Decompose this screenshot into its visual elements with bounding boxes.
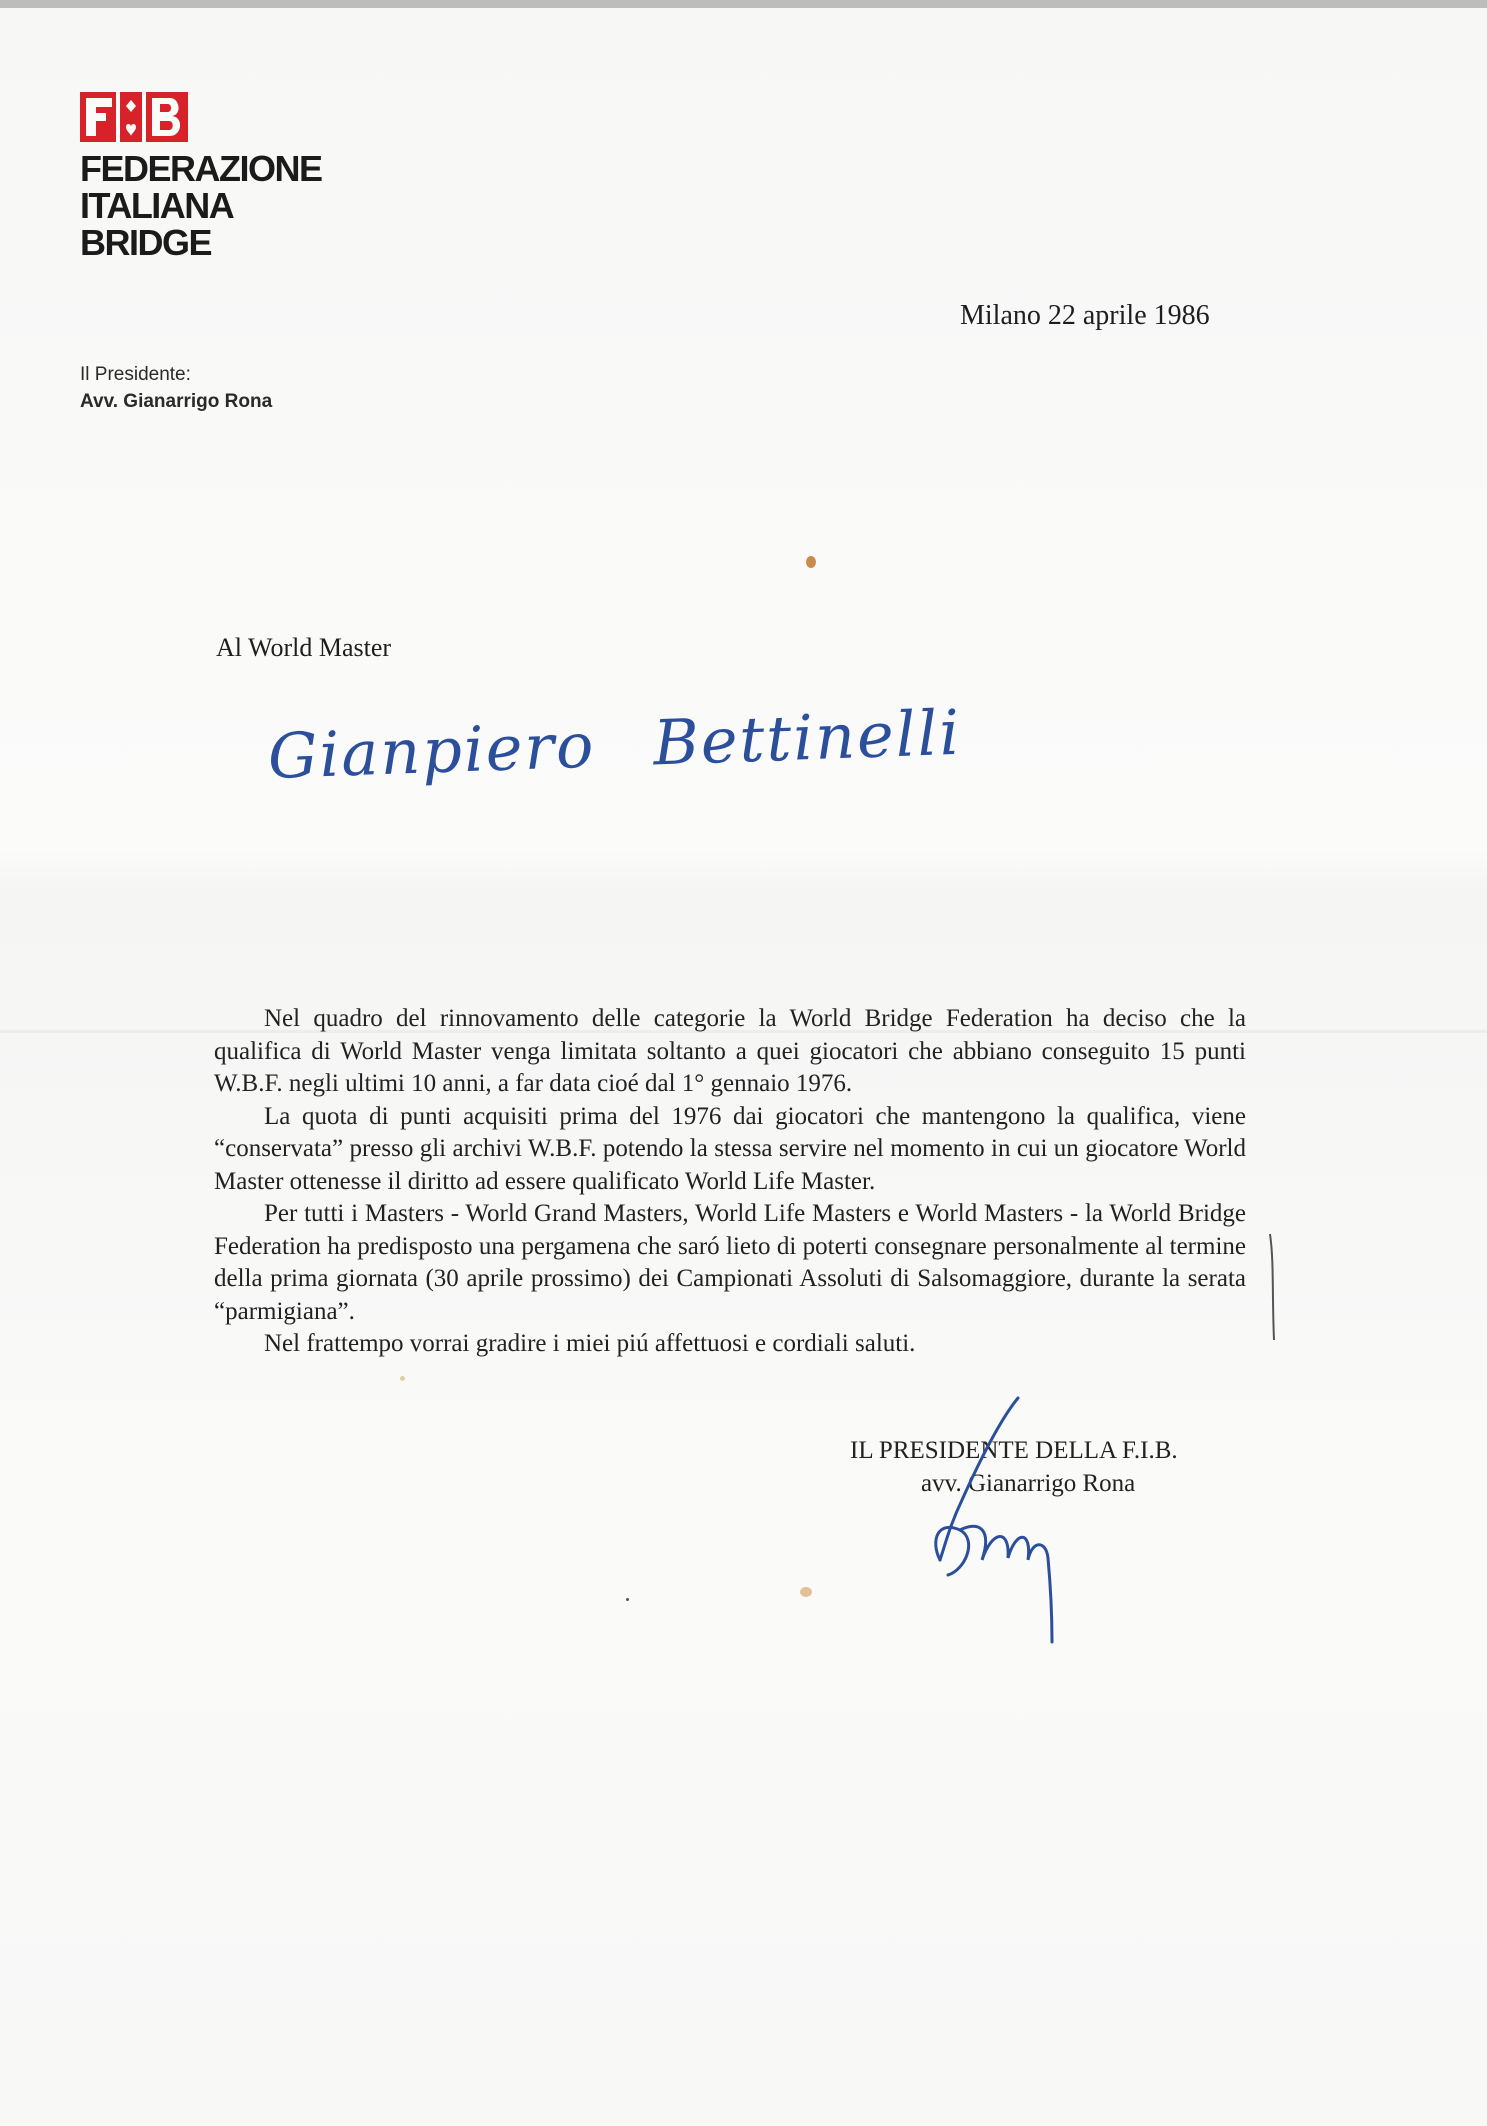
closing-name: avv. Gianarrigo Rona: [921, 1470, 1136, 1497]
president-role: Il Presidente:: [80, 364, 191, 385]
paper-stain-spot: [400, 1376, 405, 1381]
paper-speck: [626, 1598, 629, 1601]
paper-stain-spot: [806, 556, 816, 568]
body-paragraph-3: Per tutti i Masters - World Grand Masters, World Life Masters e World Masters - la World Bridge Federation ha predisposto una pergamena che saró lieto di poterti consegnare personalmente al termine della prima giornata (30 aprile prossimo) dei Campionati Assoluti di Salsomaggiore, durante la serata “parmigiana”.: [214, 1200, 1246, 1325]
org-name-line-2: ITALIANA: [80, 185, 234, 226]
recipient-last-name: Bettinelli: [651, 695, 963, 780]
body-paragraph-4: Nel frattempo vorrai gradire i miei piú affettuosi e cordiali saluti.: [264, 1330, 916, 1357]
body-paragraph-2: La quota di punti acquisiti prima del 1976 dai giocatori che mantengono la qualifica, viene “conservata” presso gli archivi W.B.F. potendo la stessa servire nel momento in cui un giocatore World Master ottenesse il diritto ad essere qualificato World Life Master.: [214, 1102, 1246, 1195]
body-paragraph-1: Nel quadro del rinnovamento delle categorie la World Bridge Federation ha deciso che la qualifica di World Master venga limitata soltanto a quei giocatori che abbiano conseguito 15 punti W.B.F. negli ultimi 10 anni, a far data cioé dal 1° gennaio 1976.: [214, 1005, 1246, 1097]
president-name: Avv. Gianarrigo Rona: [80, 391, 273, 412]
org-name-line-1: FEDERAZIONE: [80, 148, 322, 189]
paper-stain-spot: [800, 1587, 812, 1597]
letter-body: [214, 1003, 1246, 1361]
handwritten-signature-icon: [920, 1380, 1090, 1650]
fib-logo-mark-icon: [80, 92, 188, 142]
handwritten-recipient: [267, 694, 1021, 793]
org-name-line-3: BRIDGE: [80, 222, 212, 263]
margin-pencil-mark-icon: [1260, 1232, 1280, 1342]
fib-logo: [80, 92, 188, 142]
date-line: Milano 22 aprile 1986: [960, 300, 1210, 331]
organization-name: [80, 150, 400, 261]
recipient-first-name: Gianpiero: [266, 708, 597, 793]
addressee-line: Al World Master: [216, 633, 392, 662]
page-top-edge: [0, 0, 1487, 8]
closing-title: IL PRESIDENTE DELLA F.I.B.: [850, 1437, 1178, 1464]
